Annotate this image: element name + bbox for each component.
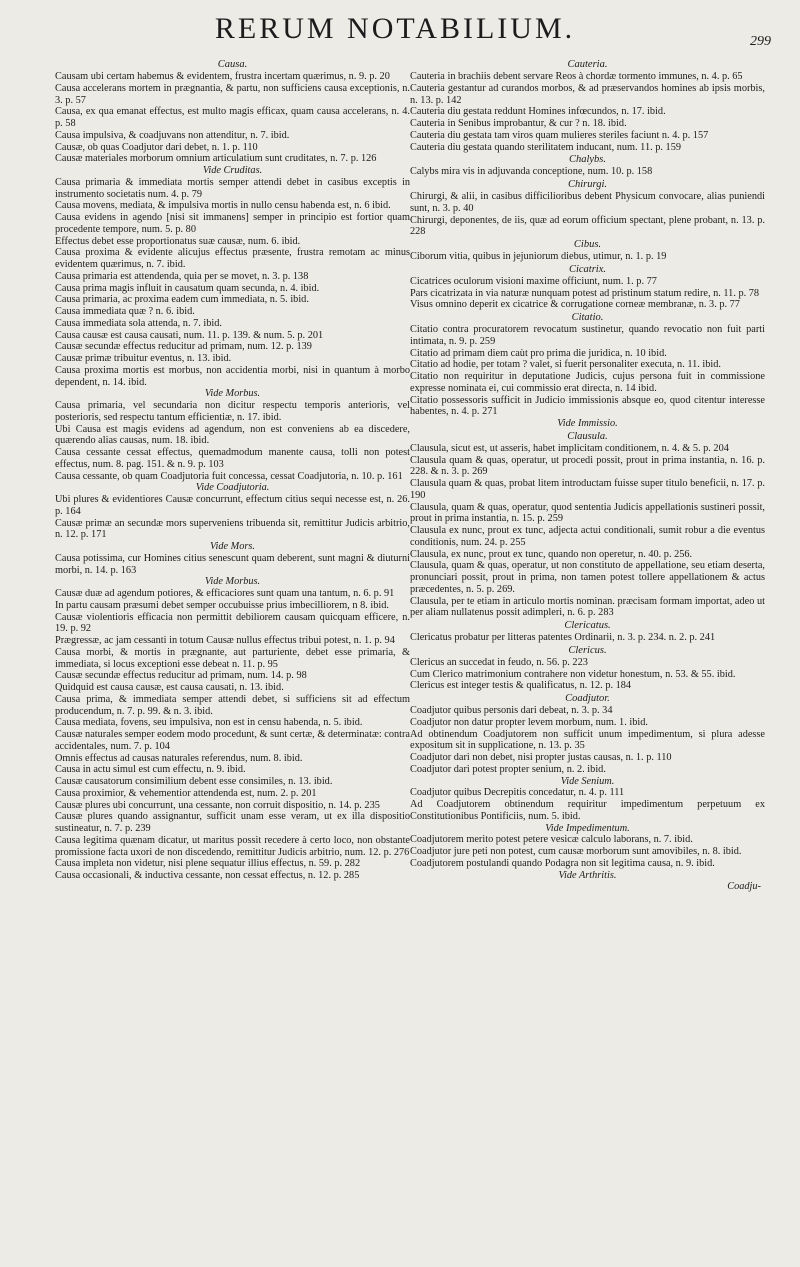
left-column (55, 58, 410, 1258)
index-entry: Calybs mira vis in adjuvanda conceptione, num. 10. p. 158 (410, 166, 653, 178)
index-entry: Ubi Causa est magis evidens ad agendum, non est conveniens ab ea discedere, quærendo alias causas, num. 18. ibid. (55, 423, 410, 447)
index-entry: Citatio ad hodie, per totam ? valet, si fuerit personaliter executa, n. 11. ibid. (410, 359, 722, 371)
index-entry: Coadjutor dari non debet, nisi propter justas causas, n. 1. p. 110 (410, 752, 672, 763)
index-entry: Effectus debet esse proportionatus suæ causæ, num. 6. ibid. (55, 235, 301, 247)
index-entry: Coadjutorem merito potest petere vesicæ calculo laborans, n. 7. ibid. (410, 834, 693, 846)
index-entry: Chirurgi, & alii, in casibus difficilioribus debent Physicum convocare, alias puniendi sunt, n. 3. p. 40 (410, 191, 765, 214)
index-entry: Cauteria gestantur ad curandos morbos, & ad præservandos homines ab ipsis morbis, n. 13. p. 142 (410, 82, 765, 106)
index-entry: Causæ secundæ effectus reducitur ad primam, num. 12. p. 139 (55, 341, 312, 353)
index-entry: Causa potissima, cur Homines citius senescunt quam deberent, sunt magni & diuturni morbi, n. 14. p. 163 (55, 552, 410, 576)
index-entry: Ciborum vitia, quibus in jejuniorum diebus, utimur, n. 1. p. 19 (410, 251, 667, 262)
section-heading: Clausula. (567, 430, 608, 442)
index-entry: Ubi plures & evidentiores Causæ concurrunt, effectum citius sequi necesse est, n. 26. p. 164 (55, 494, 410, 517)
index-entry: Vide Cruditas. (202, 165, 263, 176)
section-heading: Chirurgi. (568, 179, 607, 190)
catchword: Coadju- (727, 881, 761, 893)
index-entry: Causa impleta non videtur, nisi plene sequatur illius effectus, n. 59. p. 282 (55, 858, 361, 870)
index-entry: Causæ causatorum consimilium debent esse consimiles, n. 13. ibid. (55, 776, 333, 787)
index-entry: Causæ plures quando assignantur, sufficit unam esse veram, ut ex illa dispositio sustineatur, n. 7. p. 239 (55, 811, 410, 834)
right-column (410, 58, 765, 1258)
index-entry: Clausula quam & quas, operatur, ut procedi possit, prout in prima instantia, n. 16. p. 228. & n. 3. p. 269 (410, 454, 765, 478)
index-entry: Coadjutor quibus personis dari debeat, n. 3. p. 34 (410, 705, 613, 716)
section-heading: Chalybs. (568, 154, 607, 166)
index-entry: Causa proxima mortis est morbus, non accidentia morbi, nisi in quantum à morbo dependent, n. 14. ibid. (55, 364, 410, 388)
index-entry: Cauteria diu gestata tam viros quam mulieres steriles faciunt n. 4. p. 157 (410, 129, 709, 141)
index-entry: Cum Clerico matrimonium contrahere non videtur honestum, n. 53. & 55. ibid. (410, 668, 736, 680)
index-entry: Causa occasionali, & inductiva cessante, non cessat effectus, n. 12. p. 285 (55, 870, 360, 881)
index-entry: Cicatrices oculorum visioni maxime officiunt, num. 1. p. 77 (410, 275, 657, 287)
index-entry: Citatio non requiritur in deputatione Judicis, cujus persona fuit in commissione expresse nominata ei, cui commissio erat directa, n. 14 ibid. (410, 371, 765, 394)
section-heading: Coadjutor. (565, 693, 610, 704)
index-entry: Coadjutor jure peti non potest, cum causæ morborum sunt amovibiles, n. 8. ibid. (410, 846, 742, 857)
index-entry: Coadjutorem postulandi quando Podagra non sit legitima causa, n. 9. ibid. (410, 857, 715, 869)
index-entry: Causæ plures ubi concurrunt, una cessante, non corruit dispositio, n. 14. p. 235 (55, 799, 380, 811)
index-entry: Cauteria in brachiis debent servare Reos à chordæ tormento immunes, n. 4. p. 65 (410, 71, 743, 82)
index-entry: Citatio contra procuratorem revocatum sustinetur, quando revocatio non fuit parti intimata, n. 9. p. 259 (410, 324, 765, 347)
index-entry: Citatio possessoris sufficit in Judicio immissionis absque eo, quod citentur interesse habentes, n. 4. p. 271 (410, 394, 765, 418)
index-entry: Causa primaria & immediata mortis semper attendi debet in casibus exceptis in instrumento societatis num. 4. p. 79 (55, 176, 410, 200)
index-entry: Causa prima magis influit in causatum quam secunda, n. 4. ibid. (55, 282, 320, 294)
index-entry: Causa proxima & evidente alicujus effectus præsente, frustra remotam ac minus evidentem quærimus, n. 7. ibid. (55, 247, 410, 270)
index-entry: Vide Coadjutoria. (195, 482, 270, 494)
index-entry: Causa primaria, ac proxima eadem cum immediata, n. 5. ibid. (55, 294, 309, 306)
index-entry: Causæ, ob quas Coadjutor dari debet, n. 1. p. 110 (55, 141, 258, 153)
index-entry: Causa prima, & immediata semper attendi debet, si sufficiens sit ad effectum producendum, n. 7. p. 99. & n. 3. ibid. (55, 693, 410, 717)
index-entry: Causa cessante, ob quam Coadjutoria fuit concessa, cessat Coadjutoria, n. 10. p. 161 (55, 470, 403, 482)
section-heading: Citatio. (571, 312, 604, 323)
index-entry: Clausula, per te etiam in articulo mortis nominan. præcisam formam importat, adeo ut per aliam nullatenus possit adimpleri, n. 6. p. 283 (410, 595, 765, 619)
index-entry: Clausula, sicut est, ut asseris, habet implicitam conditionem, n. 4. & 5. p. 204 (410, 442, 729, 454)
index-entry: Vide Morbus. (204, 388, 261, 400)
index-entry: Causa immediata sola attenda, n. 7. ibid. (55, 317, 222, 329)
index-entry: Causæ materiales morborum omnium articulatium sunt cruditates, n. 7. p. 126 (55, 153, 377, 165)
index-entry: Causa, ex qua emanat effectus, est multo magis efficax, quam causa accelerans, n. 4. p. 58 (55, 106, 410, 129)
index-entry: Causa cessante cessat effectus, quemadmodum manente causa, tolli non potest effectus, num. 8. pag. 151. & n. 9. p. 103 (55, 447, 410, 470)
index-entry: Chirurgi, deponentes, de iis, quæ ad eorum officium spectant, plene probant, n. 13. p. 228 (410, 214, 765, 238)
index-entry: Vide Arthritis. (558, 869, 617, 881)
index-entry: Causæ primæ tribuitur eventus, n. 13. ibid. (55, 353, 232, 364)
index-entry: Visus omnino deperit ex cicatrice & corrugatione corneæ membranæ, n. 3. p. 77 (410, 299, 740, 311)
index-entry: Causæ violentioris efficacia non permittit debiliorem causam quicquam efficere, n. 19. p. 92 (55, 611, 410, 635)
index-entry: Clericus est integer testis & qualificatus, n. 12. p. 184 (410, 680, 632, 692)
section-heading: Cicatrix. (568, 263, 607, 275)
index-entry: Prægressæ, ac jam cessanti in totum Causæ nullus effectus tribui potest, n. 1. p. 94 (55, 635, 395, 646)
index-entry: In partu causam præsumi debet semper occubuisse prius imbecilliorem, n 8. ibid. (55, 599, 390, 611)
index-entry: Causa morbi, & mortis in prægnante, aut parturiente, debet esse primaria, & immediata, si locus exceptioni esse debeat n. 11. p. 95 (55, 646, 410, 670)
index-entry: Causa legitima quænam dicatur, ut maritus possit recedere à certo loco, non obstante promissione facta uxori de non discedendo, remittitur Judicis arbitrio, num. 12. p. 276 (55, 834, 410, 858)
index-entry: Causa in actu simul est cum effectu, n. 9. ibid. (55, 764, 246, 776)
index-entry: Causa impulsiva, & coadjuvans non attenditur, n. 7. ibid. (55, 129, 290, 141)
index-entry: Vide Senium. (560, 775, 615, 787)
index-entry: Causæ naturales semper eodem modo procedunt, & sunt certæ, & determinatæ: contra accidentales, num. 7. p. 104 (55, 729, 410, 752)
index-entry: Citatio ad primam diem caùt pro prima die juridica, n. 10 ibid. (410, 347, 667, 359)
index-entry: Coadjutor quibus Decrepitis concedatur, n. 4. p. 111 (410, 787, 625, 799)
index-entry: Clausula, quam & quas, operatur, ut non constituto de appellatione, seu etiam deserta, pronunciari possit, prout in prima, non tamen potest tollere appellationem & actus præcedentes, n. 5. p. 269. (410, 560, 765, 595)
index-entry: Vide Immissio. (557, 418, 618, 429)
section-heading: Clericus. (568, 644, 607, 656)
index-entry: Vide Impedimentum. (545, 822, 630, 834)
index-entry: Clausula ex nunc, prout ex tunc, adjecta actui conditionali, sumit robur a die eventus conditionis, num. 24. p. 255 (410, 525, 765, 548)
index-entry: Cauteria in Senibus improbantur, & cur ? n. 18. ibid. (410, 118, 627, 129)
index-entry: Causa immediata quæ ? n. 6. ibid. (55, 306, 195, 317)
index-entry: Causa causæ est causa causati, num. 11. p. 139. & num. 5. p. 201 (55, 329, 324, 341)
index-entry: Clausula, quam & quas, operatur, quod sententia Judicis appellationis sustineri possit, prout in prima instantia, n. 15. p. 259 (410, 501, 765, 525)
index-entry: Clericatus probatur per litteras patentes Ordinarii, n. 3. p. 234. n. 2. p. 241 (410, 632, 716, 643)
index-entry: Clausula, ex nunc, prout ex tunc, quando non operetur, n. 40. p. 256. (410, 548, 693, 560)
index-entry: Causæ secundæ effectus reducitur ad primam, num. 14. p. 98 (55, 670, 307, 682)
index-entry: Cauteria diu gestata quando sterilitatem inducant, num. 11. p. 159 (410, 141, 681, 153)
index-entry: Clericus an succedat in feudo, n. 56. p. 223 (410, 656, 588, 668)
index-entry: Causa mediata, fovens, seu impulsiva, non est in censu habenda, n. 5. ibid. (55, 717, 363, 729)
index-entry: Causæ primæ an secundæ mors superveniens tribuenda sit, remittitur Judicis arbitrio, n. 12. p. 171 (55, 517, 410, 541)
index-entry: Quidquid est causa causæ, est causa causati, n. 13. ibid. (55, 682, 284, 693)
index-entry: Causa movens, mediata, & impulsiva mortis in nullo censu habenda est, n. 6 ibid. (55, 200, 391, 212)
index-entry: Cauteria diu gestata reddunt Homines infœcundos, n. 17. ibid. (410, 106, 666, 118)
section-heading-causa: Causa. (217, 59, 248, 70)
index-entry: Vide Mors. (210, 541, 255, 552)
index-entry: Pars cicatrizata in via naturæ nunquam potest ad pristinum statum redire, n. 11. p. 78 (410, 287, 760, 299)
index-entry: Causa primaria, vel secundaria non dicitur respectu temporis anterioris, vel posterioris, sed respectu tantum efficientiæ, n. 17. ibid. (55, 400, 410, 423)
index-entry: Ad Coadjutorem obtinendum requiritur impedimentum perpetuum ex Constitutionibus Pontificiis, num. 5. ibid. (410, 799, 765, 822)
index-entry: Causa accelerans mortem in prægnantia, & partu, non sufficiens causa exceptionis, n. 3. p. 57 (55, 82, 410, 106)
page-number: 299 (750, 34, 771, 49)
index-entry: Causa evidens in agendo [nisi sit immanens] semper in principio est fortior quam procedente tempore, num. 5. p. 80 (55, 212, 410, 235)
section-heading: Cauteria. (567, 59, 608, 70)
index-entry: Causa proximior, & vehementior attendenda est, num. 2. p. 201 (55, 787, 317, 799)
index-entry: Causam ubi certam habemus & evidentem, frustra incertam quærimus, n. 9. p. 20 (55, 71, 390, 82)
index-entry: Causa primaria est attendenda, quia per se movet, n. 3. p. 138 (55, 270, 309, 282)
index-entry: Clausula quam & quas, probat litem introductam fuisse super titulo beneficii, n. 17. p. 190 (410, 478, 765, 501)
index-entry: Coadjutor non datur propter levem morbum, num. 1. ibid. (410, 716, 648, 728)
index-entry: Causæ duæ ad agendum potiores, & efficaciores sunt quam una tantum, n. 6. p. 91 (55, 588, 395, 599)
index-entry: Omnis effectus ad causas naturales referendus, num. 8. ibid. (55, 752, 303, 764)
index-entry: Vide Morbus. (204, 576, 261, 588)
index-entry: Ad obtinendum Coadjutorem non sufficit unum impedimentum, si plura adesse expositum sit in supplicatione, n. 13. p. 35 (410, 728, 765, 752)
section-heading: Cibus. (573, 239, 602, 250)
index-entry: Coadjutor dari potest propter senium, n. 2. ibid. (410, 763, 606, 775)
running-title: RERUM NOTABILIUM. (214, 12, 576, 45)
section-heading: Clericatus. (564, 620, 611, 631)
